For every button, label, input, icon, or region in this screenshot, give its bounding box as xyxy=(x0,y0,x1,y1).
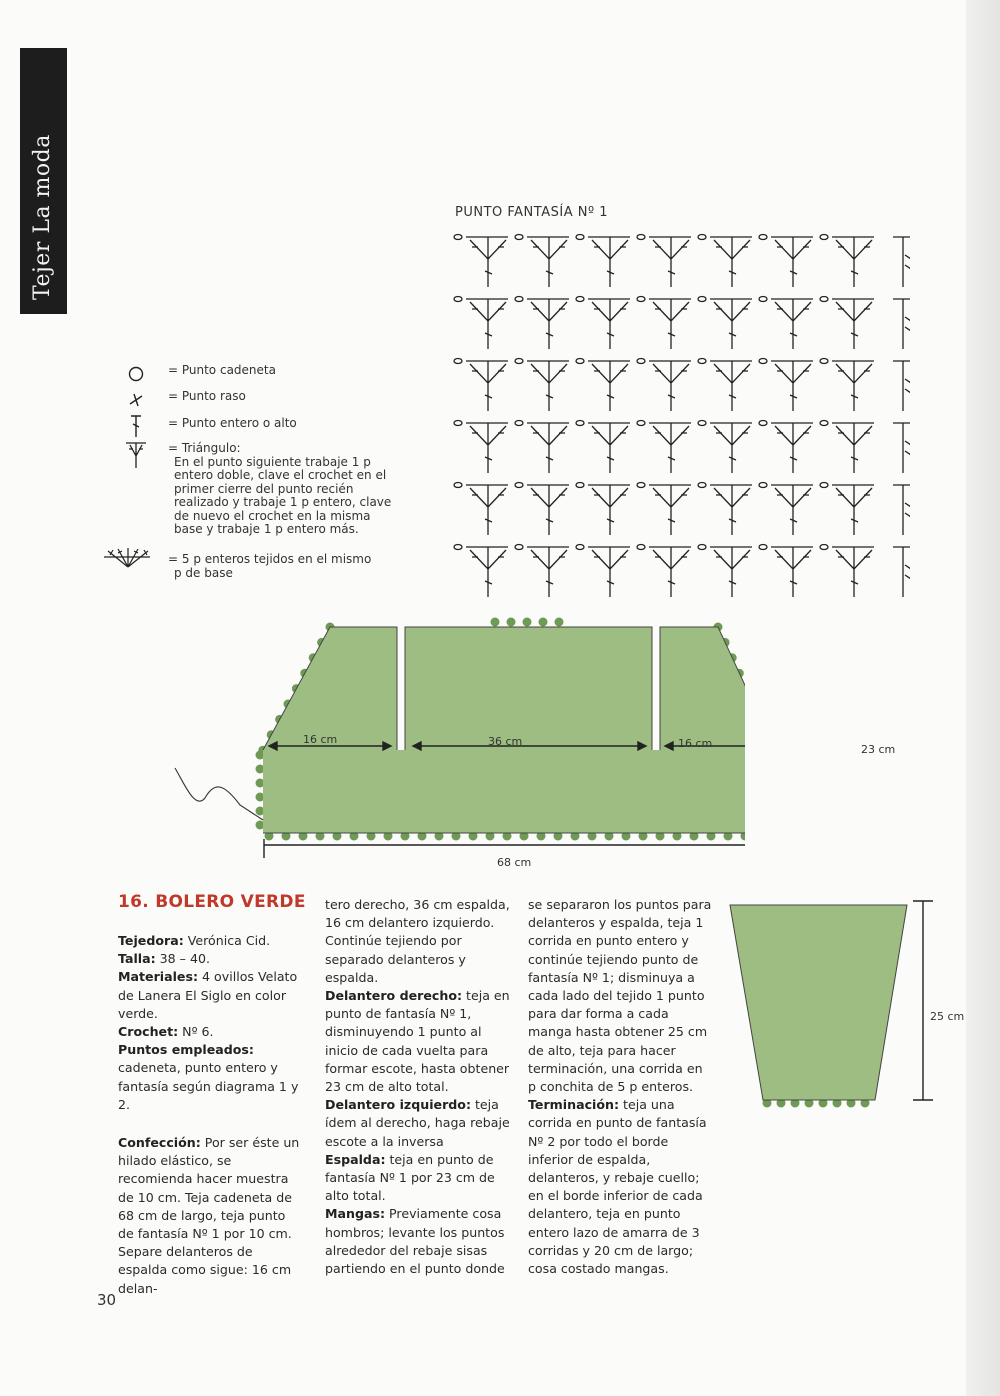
paragraph: Delantero izquierdo: teja ídem al derecho, haga rebaje escote a la inversa xyxy=(325,1097,510,1149)
legend-line: = 5 p enteros tejidos en el mismo xyxy=(168,552,372,566)
section-sidebar xyxy=(20,48,67,314)
legend-line: p de base xyxy=(174,565,233,580)
legend-line: primer cierre del punto recién xyxy=(174,481,354,496)
legend-line: de nuevo el crochet en la misma xyxy=(174,508,371,523)
legend-text: = Punto entero o alto xyxy=(168,416,297,430)
dimension-right-front: 16 cm xyxy=(678,737,713,750)
paragraph: se separaron los puntos para delanteros y espalda, teja 1 corrida en punto entero y continúe tejiendo punto de fantasía Nº 1; disminuya a cada lado del tejido 1 punto para dar forma a cada manga hasta obtener 25 cm de alto, teja para hacer terminación, una corrida en p conchita de 5 p enteros. xyxy=(528,897,712,1095)
page-edge-shadow xyxy=(966,0,1000,1396)
paragraph: Espalda: teja en punto de fantasía Nº 1 por 23 cm de alto total. xyxy=(325,1151,495,1204)
legend-text: = Punto cadeneta xyxy=(168,363,276,377)
legend-line: = Triángulo: xyxy=(168,441,241,455)
dimension-back: 36 cm xyxy=(488,735,523,748)
triangle-stitch-icon xyxy=(108,440,152,470)
dimension-sleeve-height: 25 cm xyxy=(930,1010,965,1023)
sleeve-schematic xyxy=(725,895,945,1115)
shell-stitch-icon xyxy=(100,547,156,571)
paragraph: tero derecho, 36 cm espalda, 16 cm delantero izquierdo. Continúe tejiendo por separado delanteros y espalda. xyxy=(325,897,510,985)
legend-text: = Punto raso xyxy=(168,389,246,403)
paragraph: Separe delanteros de espalda como sigue: 16 cm delan- xyxy=(118,1244,292,1296)
legend-line: realizado y trabaje 1 p entero, clave xyxy=(174,495,392,509)
sidebar-label: Tejer La moda xyxy=(30,134,55,300)
article-title: 16. BOLERO VERDE xyxy=(118,892,306,912)
stitch-chart xyxy=(440,225,910,610)
paragraph: Confección: Por ser éste un hilado elástico, se recomienda hacer muestra de 10 cm. Teja cadeneta de 68 cm de largo, teja punto de fantasía Nº 1 por 10 cm. xyxy=(118,1135,300,1242)
paragraph: Mangas: Previamente cosa hombros; levante los puntos alrededor del rebaje sisas partiendo en el punto donde xyxy=(325,1206,505,1277)
paragraph: Delantero derecho: teja en punto de fantasía Nº 1, disminuyendo 1 punto al inicio de cada vuelta para formar escote, hasta obtener 23 cm de alto total. xyxy=(325,988,510,1095)
slip-stitch-icon xyxy=(108,390,152,410)
paragraph: Puntos empleados: cadeneta, punto entero y fantasía según diagrama 1 y 2. xyxy=(118,1042,299,1112)
dimension-left-front: 16 cm xyxy=(303,733,338,746)
article-column-3 xyxy=(528,896,714,1278)
bolero-schematic xyxy=(165,610,745,870)
yarn-tail xyxy=(175,768,263,820)
bolero-back-panel xyxy=(405,627,652,750)
dimension-width: 68 cm xyxy=(497,856,532,869)
chain-circle-icon xyxy=(108,364,152,384)
page-number: 30 xyxy=(97,1291,117,1309)
double-crochet-icon xyxy=(108,413,152,439)
paragraph: Tejedora: Verónica Cid. xyxy=(118,933,271,948)
diagram-title: PUNTO FANTASÍA Nº 1 xyxy=(455,205,608,220)
paragraph: Crochet: Nº 6. xyxy=(118,1024,214,1040)
article-column-1 xyxy=(118,932,302,1298)
paragraph: Talla: 38 – 40. xyxy=(118,951,211,967)
bolero-left-front-panel xyxy=(660,627,745,750)
paragraph: Materiales: 4 ovillos Velato de Lanera El Siglo en color verde. xyxy=(118,969,298,1021)
sleeve-panel xyxy=(730,905,907,1100)
legend-line: base y trabaje 1 p entero más. xyxy=(174,522,359,536)
legend-line: En el punto siguiente trabaje 1 p xyxy=(174,454,371,469)
article-column-2 xyxy=(325,896,511,1278)
paragraph: Terminación: teja una corrida en punto de fantasía Nº 2 por todo el borde inferior de espalda, delanteros, y rebaje cuello; en el borde inferior de cada delantero, teja en punto entero lazo de amarra de 3 corridas y 20 cm de largo; cosa costado mangas. xyxy=(528,1097,707,1277)
legend-line: entero doble, clave el crochet en el xyxy=(174,468,387,482)
dimension-height: 23 cm xyxy=(861,743,896,756)
